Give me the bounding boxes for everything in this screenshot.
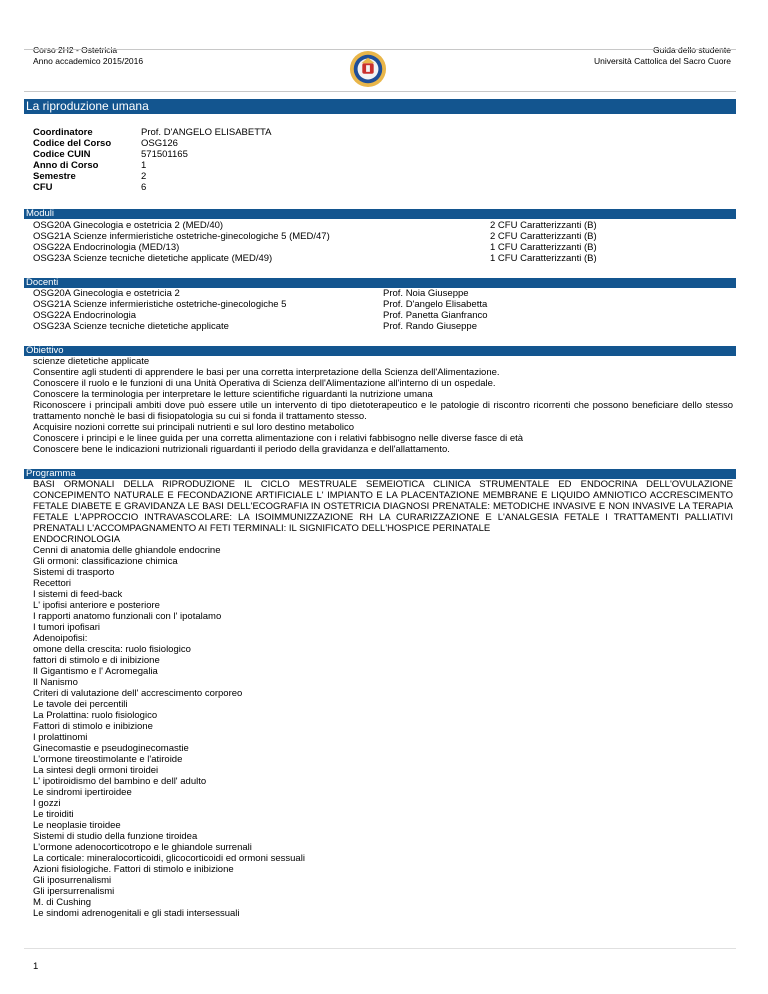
- page-title: La riproduzione umana: [24, 99, 736, 114]
- course-info: [33, 127, 733, 193]
- list-item: OSG22A Endocrinologia Prof. Panetta Gianfranco: [33, 310, 488, 321]
- info-row: Semestre 2: [33, 171, 147, 182]
- list-item: OSG23A Scienze tecniche dietetiche applicate (MED/49) 1 CFU Caratterizzanti (B): [33, 253, 597, 264]
- header-divider: [24, 49, 736, 50]
- programma-text: BASI ORMONALI DELLA RIPRODUZIONE IL CICLO MESTRUALE SEMEIOTICA CLINICA STRUMENTALE ED ENDOCRINA DELL'OVULAZIONE CONCEPIMENTO NATURALE E FECONDAZIONE ARTIFICIALE L' IMPIANTO E LA PLACENTAZIONE MEMBRANE E LIQUIDO AMNIOTICO ACCRESCIMENTO FETALE DIABETE E GRAVIDANZA LE BASI DELL'ECOGRAFIA IN OSTETRICIA DIAGNOSI PRENATALE: METODICHE INVASIVE E NON INVASIVE LA TERAPIA FETALE L'APPROCCIO INTRAVASCOLARE: LA ISOIMMUNIZZAZIONE RH LA CURARIZZAZIONE E L'ANALGESIA FETALE I TRATTAMENTI PALLIATIVI PRENATALI L'ACCOMPAGNAMENTO AI FETI TERMINALI: IL SIGNIFICATO DELL'HOSPICE PERINATALE ENDOCRINOLOGIA Cenni di anatomia delle ghiandole endocrine Gli ormoni: classificazione chimica Sistemi di trasporto Recettori I sistemi di feed-back L' ipofisi anteriore e posteriore I rapporti anatomo funzionali con l' ipotalamo I tumori ipofisari Adenoipofisi: omone della crescita: ruolo fisiologico fattori di stimolo e di inibizione Il Gigantismo e l' Acromegalia Il Nanismo Criteri di valutazione dell' accrescimento corporeo Le tavole dei percentili La Prolattina: ruolo fisiologico Fattori di stimolo e inibizione I prolattinomi Ginecomastie e pseudoginecomastie L'ormone tireostimolante e l'atiroide La sintesi degli ormoni tiroidei L' ipotiroidismo del bambino e dell' adulto Le sindromi ipertiroidee I gozzi Le tiroiditi Le neoplasie tiroidee Sistemi di studio della funzione tiroidea L'ormone adenocorticotropo e le ghiandole surrenali La corticale: mineralocorticoidi, glicocorticoidi ed ormoni sessuali Azioni fisiologiche. Fattori di stimolo e inibizione Gli iposurrenalismi Gli ipersurrenalismi M. di Cushing Le sindomi adrenogenitali e gli stadi intersessuali: [33, 479, 733, 919]
- list-item: OSG21A Scienze infermieristiche ostetriche-ginecologiche 5 (MED/47) 2 CFU Caratterizzanti (B): [33, 231, 597, 242]
- header-guide: Guida dello studente: [653, 45, 731, 55]
- info-row: Codice del Corso OSG126: [33, 138, 178, 149]
- header-course: Corso 2H2 - Ostetricia: [33, 45, 118, 55]
- page-number: 1: [33, 961, 39, 972]
- info-row: CFU 6: [33, 182, 147, 193]
- header-year: Anno accademico 2015/2016: [33, 56, 144, 66]
- moduli-heading: Moduli: [24, 209, 736, 219]
- list-item: OSG21A Scienze infermieristiche ostetriche-ginecologiche 5 Prof. D'angelo Elisabetta: [33, 299, 488, 310]
- docenti-list: [33, 288, 733, 332]
- footer-divider: [24, 948, 736, 949]
- header-university: Università Cattolica del Sacro Cuore: [593, 56, 731, 66]
- university-seal-icon: [349, 50, 387, 88]
- list-item: OSG20A Ginecologia e ostetricia 2 (MED/40) 2 CFU Caratterizzanti (B): [33, 220, 597, 231]
- info-row: Anno di Corso 1: [33, 160, 147, 171]
- info-row: Codice CUIN 571501165: [33, 149, 188, 160]
- moduli-list: [33, 220, 733, 264]
- info-row: Coordinatore Prof. D'ANGELO ELISABETTA: [33, 127, 272, 138]
- list-item: OSG20A Ginecologia e ostetricia 2 Prof. Noia Giuseppe: [33, 288, 469, 299]
- header-bottom-divider: [24, 91, 736, 92]
- list-item: OSG22A Endocrinologia (MED/13) 1 CFU Caratterizzanti (B): [33, 242, 597, 253]
- programma-intro: BASI ORMONALI DELLA RIPRODUZIONE IL CICLO MESTRUALE SEMEIOTICA CLINICA STRUMENTALE ED ENDOCRINA DELL'OVULAZIONE CONCEPIMENTO NATURALE E FECONDAZIONE ARTIFICIALE L' IMPIANTO E LA PLACENTAZIONE MEMBRANE E LIQUIDO AMNIOTICO ACCRESCIMENTO FETALE DIABETE E GRAVIDANZA LE BASI DELL'ECOGRAFIA IN OSTETRICIA DIAGNOSI PRENATALE: METODICHE INVASIVE E NON INVASIVE LA TERAPIA FETALE L'APPROCCIO INTRAVASCOLARE: LA ISOIMMUNIZZAZIONE RH LA CURARIZZAZIONE E L'ANALGESIA FETALE I TRATTAMENTI PALLIATIVI PRENATALI L'ACCOMPAGNAMENTO AI FETI TERMINALI: IL SIGNIFICATO DELL'HOSPICE PERINATALE: [33, 479, 733, 534]
- obiettivo-text: scienze dietetiche applicate Consentire agli studenti di apprendere le basi per una corretta interpretazione della Scienza dell'Alimentazione. Conoscere il ruolo e le funzioni di una Unità Operativa di Scienza dell'Alimentazione all'interno di un ospedale. Conoscere la terminologia per interpretare le letture scientifiche riguardanti la nutrizione umana Riconoscere i principali ambiti dove può essere utile un intervento di tipo dietoterapeutico e le patologie di riscontro ricorrenti che possono beneficiare dello stesso trattamento nonchè le basi di fisiopatologia su cui si fonda il trattamento stesso. Acquisire nozioni corrette sui principali nutrienti e sul loro destino metabolico Conoscere i principi e le linee guida per una corretta alimentazione con i relativi fabbisogno nelle diverse fasce di età Conoscere bene le indicazioni nutrizionali riguardanti il periodo della gravidanza e dell'allattamento.: [33, 356, 733, 455]
- obiettivo-heading: Obiettivo: [24, 346, 736, 356]
- list-item: OSG23A Scienze tecniche dietetiche applicate Prof. Rando Giuseppe: [33, 321, 478, 332]
- docenti-heading: Docenti: [24, 278, 736, 288]
- programma-heading: Programma: [24, 469, 736, 479]
